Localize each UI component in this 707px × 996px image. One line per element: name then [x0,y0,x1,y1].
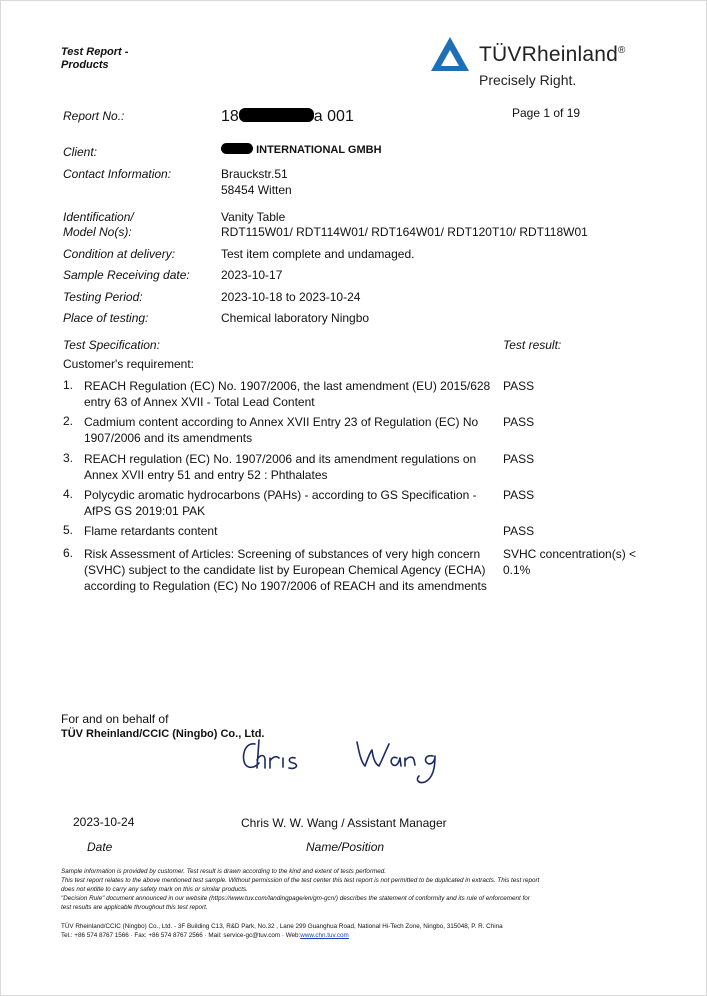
receiving-date-value: 2023-10-17 [221,268,283,282]
spec-item-text: Polycydic aromatic hydrocarbons (PAHs) - according to GS Specification - AfPS GS 2019:01 PAK [84,488,477,518]
client-label: Client: [63,145,98,159]
test-specification-label: Test Specification: [63,338,160,352]
spec-item-text: Risk Assessment of Articles: Screening of substances of very high concern (SVHC) subject to the candidate list by European Chemical Agency (ECHA) according to Regulation (EC) No 1907/2006 of REACH and its amendments [84,547,487,593]
spec-item-result: PASS [503,488,535,502]
brand-name-text: TÜVRheinland [479,43,618,66]
spec-item-result: SVHC concentration(s) < 0.1% [503,547,637,577]
footer-contact-text: Tel.: +86 574 8767 1566 · Fax: +86 574 8767 2566 · Mail: service-gc@tuv.com · Web: [61,932,301,939]
page-info: Page 1 of 19 [512,106,581,120]
footer-address: TÜV Rheinland/CCIC (Ningbo) Co., Ltd. - 3F Building C13, R&D Park, No.32 , Lane 299 Guanghua Road, National Hi-Tech Zone, Ningbo, 315048, P. R. China [61,923,503,930]
report-number-prefix: 18 [221,108,239,125]
spec-item-text: Cadmium content according to Annex XVII Entry 23 of Regulation (EC) No 1907/2006 and its amendments [84,415,479,445]
place-of-testing-label: Place of testing: [63,311,149,325]
footer-note: test results are applicable throughout this test report. [61,904,208,911]
brand-slogan: Precisely Right. [479,72,577,88]
spec-item-text: REACH regulation (EC) No. 1907/2006 and its amendment regulations on Annex XVII entry 51 and entry 52 : Phthalates [84,452,477,482]
footer-note: This test report relates to the above mentioned test sample. Without permission of the test center this test report is not permitted to be duplicated in extracts. This test report [61,877,540,884]
spec-item-number: 1. [63,378,74,392]
report-no-label: Report No.: [63,109,125,123]
spec-item-text: Flame retardants content [84,524,218,538]
signature-date-label: Date [87,840,113,854]
spec-item-result: PASS [503,524,535,538]
footer-note: does not entitle to carry any safety mark on this or similar products. [61,886,248,893]
address-line1: Brauckstr.51 [221,167,288,181]
identification-label: Identification/ [63,210,134,224]
model-label: Model No(s): [63,225,132,239]
redaction-block [239,108,314,122]
tuv-triangle-logo-icon [429,35,471,73]
spec-item-result: PASS [503,415,535,429]
spec-item-text: REACH Regulation (EC) No. 1907/2006, the last amendment (EU) 2015/628 entry 63 of Annex XVII - Total Lead Content [84,379,491,409]
place-of-testing-value: Chemical laboratory Ningbo [221,311,370,325]
website-link[interactable]: www.chn.tuv.com [300,932,349,939]
footer-note: "Decision Rule" document announced in our website (https://www.tuv.com/landingpage/en/gm-gcn/) describes the statement of conformity and its rule of enforcement for [61,895,530,902]
contact-label: Contact Information: [63,167,172,181]
identification-value: Vanity Table [221,210,286,224]
test-result-label: Test result: [503,338,562,352]
spec-item-number: 4. [63,487,74,501]
condition-value: Test item complete and undamaged. [221,247,415,261]
client-name [221,143,382,156]
customer-requirement: Customer's requirement: [63,357,195,371]
document-type [61,46,128,72]
client-name-suffix: INTERNATIONAL GMBH [256,144,382,156]
on-behalf-line2: TÜV Rheinland/CCIC (Ningbo) Co., Ltd. [61,728,265,740]
spec-item-number: 6. [63,546,74,560]
document-type-line1: Test Report - [61,46,129,58]
on-behalf-line1: For and on behalf of [61,712,169,726]
condition-label: Condition at delivery: [63,247,176,261]
handwritten-signature-icon [237,734,447,786]
testing-period-label: Testing Period: [63,290,143,304]
model-value: RDT115W01/ RDT114W01/ RDT164W01/ RDT120T10/ RDT118W01 [221,225,588,239]
signature-name-label: Name/Position [306,840,385,854]
receiving-date-label: Sample Receiving date: [63,268,190,282]
brand-name [479,43,626,67]
report-number [221,108,354,126]
spec-item-number: 3. [63,451,74,465]
footer-contact [61,932,349,940]
footer-note: Sample information is provided by customer. Test result is drawn according to the kind and extent of tests performed. [61,868,387,875]
redaction-block [221,143,253,154]
report-number-suffix: a 001 [313,108,354,125]
testing-period-value: 2023-10-18 to 2023-10-24 [221,290,361,304]
brand-registered-mark: ® [617,45,626,56]
spec-item-number: 5. [63,523,74,537]
address-line2: 58454 Witten [221,183,292,197]
signature-date-value: 2023-10-24 [73,815,135,829]
spec-item-number: 2. [63,414,74,428]
spec-item-result: PASS [503,452,535,466]
spec-item-result: PASS [503,379,535,393]
signature-name-value: Chris W. W. Wang / Assistant Manager [241,816,447,830]
document-type-line2: Products [61,59,109,71]
